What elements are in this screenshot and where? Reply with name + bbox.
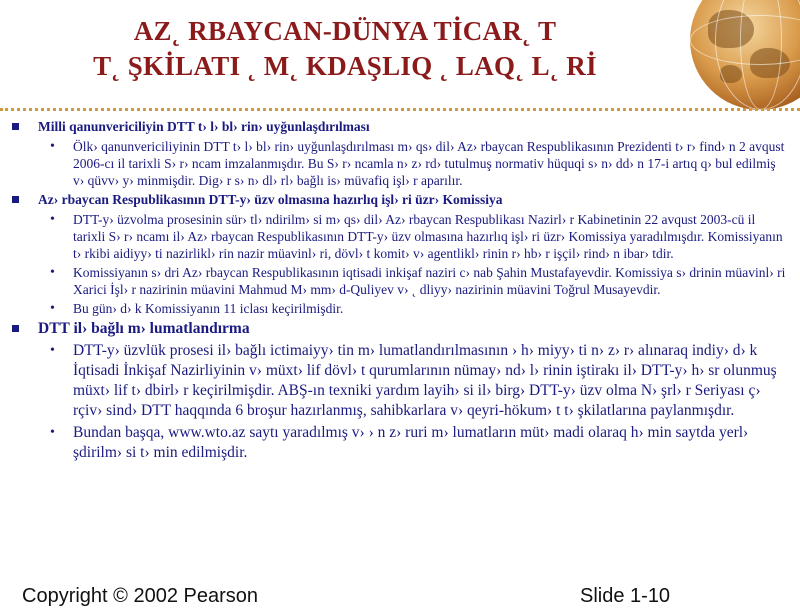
slide-content <box>10 118 790 465</box>
bullet-item <box>10 138 790 189</box>
square-bullet-icon <box>12 123 19 130</box>
dot-bullet-icon: • <box>50 265 55 280</box>
title-line-2: T˛ ŞKİLATI ˛ M˛ KDAŞLIQ ˛ LAQ˛ L˛ Rİ <box>93 51 597 81</box>
dot-bullet-icon: • <box>50 301 55 316</box>
square-bullet-icon <box>12 325 19 332</box>
footer-copyright: Copyright © 2002 Pearson <box>22 585 258 607</box>
dot-bullet-icon: • <box>50 139 55 154</box>
title-divider <box>0 108 800 111</box>
square-bullet-icon <box>12 196 19 203</box>
globe-decoration <box>690 0 800 110</box>
section-heading <box>10 319 790 339</box>
title-line-1: AZ˛ RBAYCAN-DÜNYA TİCAR˛ T <box>133 16 557 46</box>
footer-slide-number: Slide 1-10 <box>580 585 671 607</box>
dot-bullet-icon: • <box>50 425 55 440</box>
bullet-item <box>10 211 790 262</box>
bullet-item-text: DTT-y› üzvolma prosesinin sür› tl› ndirilm› si m› qs› dil› Az› rbaycan Respublikası Nazirl› r Kabinetinin 22 avqust 2003-cü il tarixli S› r› ncamı il› Az› rbaycan Respublikasının DTT-y› üzv olmasına hazırlıq işl› ri üzr› Komissiya yaradılmışdır. Komissiyanın t› rkibi aidiyy› ti nazirlikl› rin nazir müavinl› ri, dövl› t komit› v› agentlikl› rinin r› hb› r işçil› rind› n ibar› tdir. <box>73 212 783 261</box>
section-heading <box>10 191 790 209</box>
bullet-item-text: Bundan başqa, www.wto.az saytı yaradılmış v› › n z› ruri m› lumatların müt› madi olaraq h› min saytda yerl› şdirilm› si t› min edilmişdir. <box>73 424 749 461</box>
bullet-item-text: Komissiyanın s› dri Az› rbaycan Respublikasının iqtisadi inkişaf naziri c› nab Şahin Mustafayevdir. Komissiya s› drinin müavinl› ri Xarici İşl› r nazirinin müavini Mahmud M› mm› d-Quliyev v› ˛ dliyy› nazirinin müavini Toğrul Musayevdir. <box>73 265 786 297</box>
bullet-item-text: Ölk› qanunvericiliyinin DTT t› l› bl› rin› uyğunlaşdırılması m› qs› dil› Az› rbaycan Respublikasının Prezidenti t› r› find› n 2 avqust 2006-cı il tarixli S› r› ncam imzalanmışdır. Bu S› r› ncamla n› z› rd› tutulmuş normativ hüquqi s› n› dd› n 17-i artıq q› bul edilmiş v› qüvv› y› minmişdir. Dig› r s› n› dl› rl› bağlı is› müvafiq işl› r aparılır. <box>73 139 785 188</box>
section-heading-text: DTT il› bağlı m› lumatlandırma <box>38 320 250 337</box>
dot-bullet-icon: • <box>50 212 55 227</box>
section-heading-text: Az› rbaycan Respublikasının DTT-y› üzv olmasına hazırlıq işl› ri üzr› Komissiya <box>38 192 503 207</box>
dot-bullet-icon: • <box>50 343 55 358</box>
bullet-item-text: DTT-y› üzvlük prosesi il› bağlı ictimaiyy› tin m› lumatlandırılmasının › h› miyy› ti n› z› r› alınaraq indiy› d› k İqtisadi İnkişaf Nazirliyinin v› müxt› lif dövl› t qurumlarının nümay› nd› l› rinin iştirakı il› DTT-y› h› sr olunmuş müxt› lif t› dbirl› r keçirilmişdir. ABŞ-ın texniki yardım layih› si il› birg› DTT-y› üzv olma N› şrl› r Seriyası ç› rçiv› sind› DTT haqqında 6 broşur hazırlanmış, sahibkarlara v› qeyri-hökum› t t› şkilatlarına paylanmışdır. <box>73 342 777 419</box>
bullet-item-text: Bu gün› d› k Komissiyanın 11 iclası keçirilmişdir. <box>73 301 344 316</box>
bullet-item <box>10 341 790 421</box>
section-heading-text: Milli qanunvericiliyin DTT t› l› bl› rin› uyğunlaşdırılması <box>38 119 370 134</box>
bullet-item <box>10 423 790 463</box>
slide-title <box>0 14 690 84</box>
bullet-item <box>10 300 790 317</box>
bullet-item <box>10 264 790 298</box>
section-heading <box>10 118 790 136</box>
